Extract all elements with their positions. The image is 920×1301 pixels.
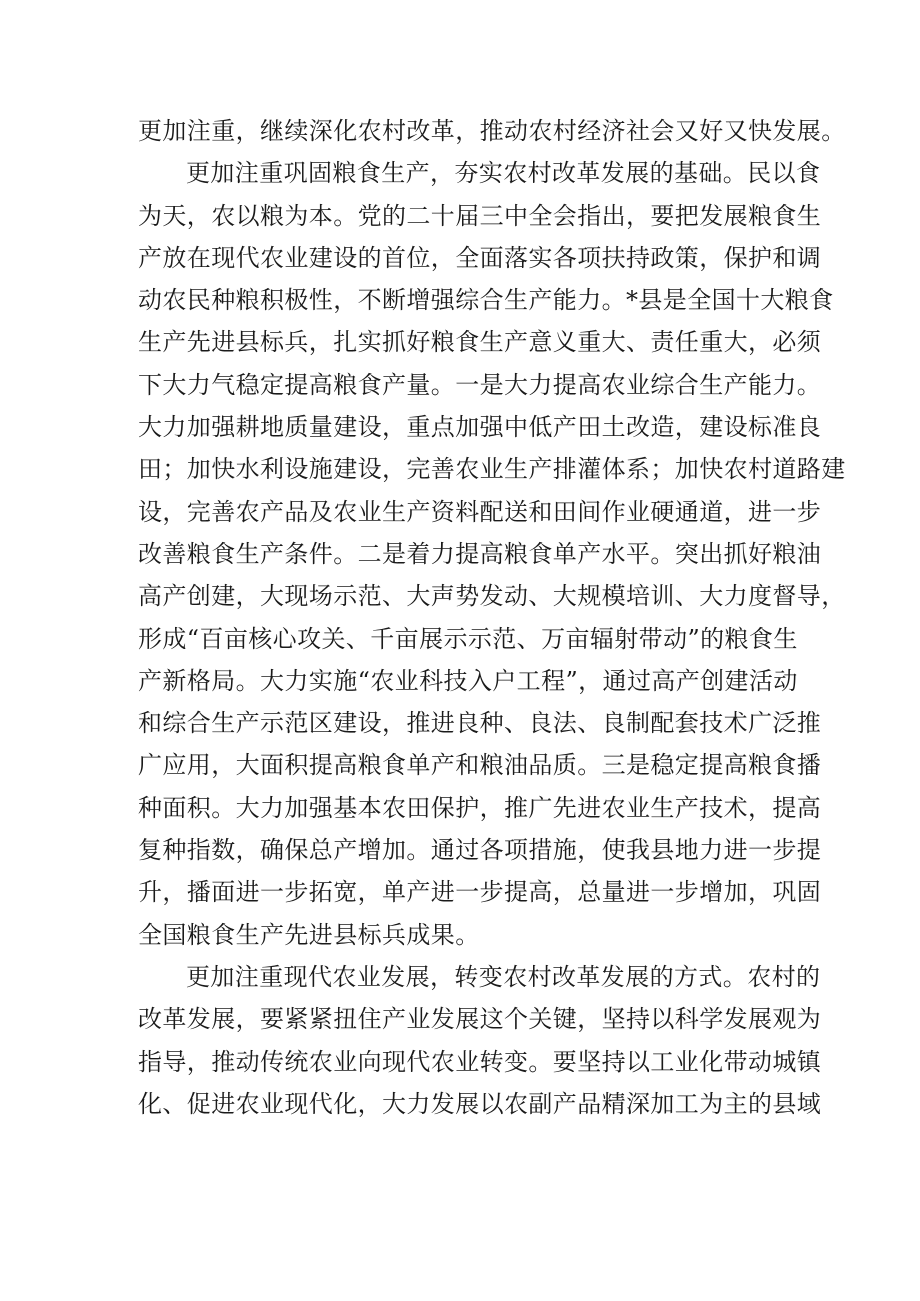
paragraph-3 bbox=[138, 956, 822, 1125]
text-line: 高产创建，大现场示范、大声势发动、大规模培训、大力度督导， bbox=[138, 582, 846, 611]
text-line: 广应用，大面积提高粮食单产和粮油品质。三是稳定提高粮食播 bbox=[138, 751, 822, 780]
text-line: 种面积。大力加强基本农田保护，推广先进农业生产技术，提高 bbox=[138, 793, 822, 822]
text-line: 化、促进农业现代化，大力发展以农副产品精深加工为主的县域 bbox=[138, 1089, 822, 1118]
text-line: 指导，推动传统农业向现代农业转变。要坚持以工业化带动城镇 bbox=[138, 1047, 822, 1076]
text-line: 复种指数，确保总产增加。通过各项措施，使我县地力进一步提 bbox=[138, 836, 822, 865]
text-line: 更加注重现代农业发展，转变农村改革发展的方式。农村的 bbox=[186, 962, 821, 991]
text-line: 更加注重巩固粮食生产，夯实农村改革发展的基础。民以食 bbox=[186, 159, 821, 188]
text-line: 全国粮食生产先进县标兵成果。 bbox=[138, 920, 480, 949]
text-line: 改革发展，要紧紧扭住产业发展这个关键，坚持以科学发展观为 bbox=[138, 1005, 822, 1034]
text-line: 田；加快水利设施建设，完善农业生产排灌体系；加快农村道路建 bbox=[138, 455, 846, 484]
text-line: 下大力气稳定提高粮食产量。一是大力提高农业综合生产能力。 bbox=[138, 370, 822, 399]
text-line: 设，完善农产品及农业生产资料配送和田间作业硬通道，进一步 bbox=[138, 497, 822, 526]
text-line: 升，播面进一步拓宽，单产进一步提高，总量进一步增加，巩固 bbox=[138, 878, 822, 907]
text-line: 形成“百亩核心攻关、千亩展示示范、万亩辐射带动”的粮食生 bbox=[138, 624, 798, 653]
text-line: 改善粮食生产条件。二是着力提高粮食单产水平。突出抓好粮油 bbox=[138, 539, 822, 568]
text-line: 产新格局。大力实施“农业科技入户工程”，通过高产创建活动 bbox=[138, 666, 798, 695]
text-line: 和综合生产示范区建设，推进良种、良法、良制配套技术广泛推 bbox=[138, 709, 822, 738]
document-body bbox=[138, 110, 846, 1125]
text-line: 产放在现代农业建设的首位，全面落实各项扶持政策，保护和调 bbox=[138, 243, 822, 272]
paragraph-1 bbox=[138, 110, 846, 152]
text-line: 生产先进县标兵，扎实抓好粮食生产意义重大、责任重大，必须 bbox=[138, 328, 822, 357]
paragraph-2 bbox=[138, 152, 846, 956]
text-line: 为天，农以粮为本。党的二十届三中全会指出，要把发展粮食生 bbox=[138, 201, 822, 230]
text-line: 更加注重，继续深化农村改革，推动农村经济社会又好又快发展。 bbox=[138, 117, 846, 145]
text-line: 大力加强耕地质量建设，重点加强中低产田土改造，建设标准良 bbox=[138, 413, 822, 442]
text-line: 动农民种粮积极性，不断增强综合生产能力。*县是全国十大粮食 bbox=[138, 286, 834, 315]
